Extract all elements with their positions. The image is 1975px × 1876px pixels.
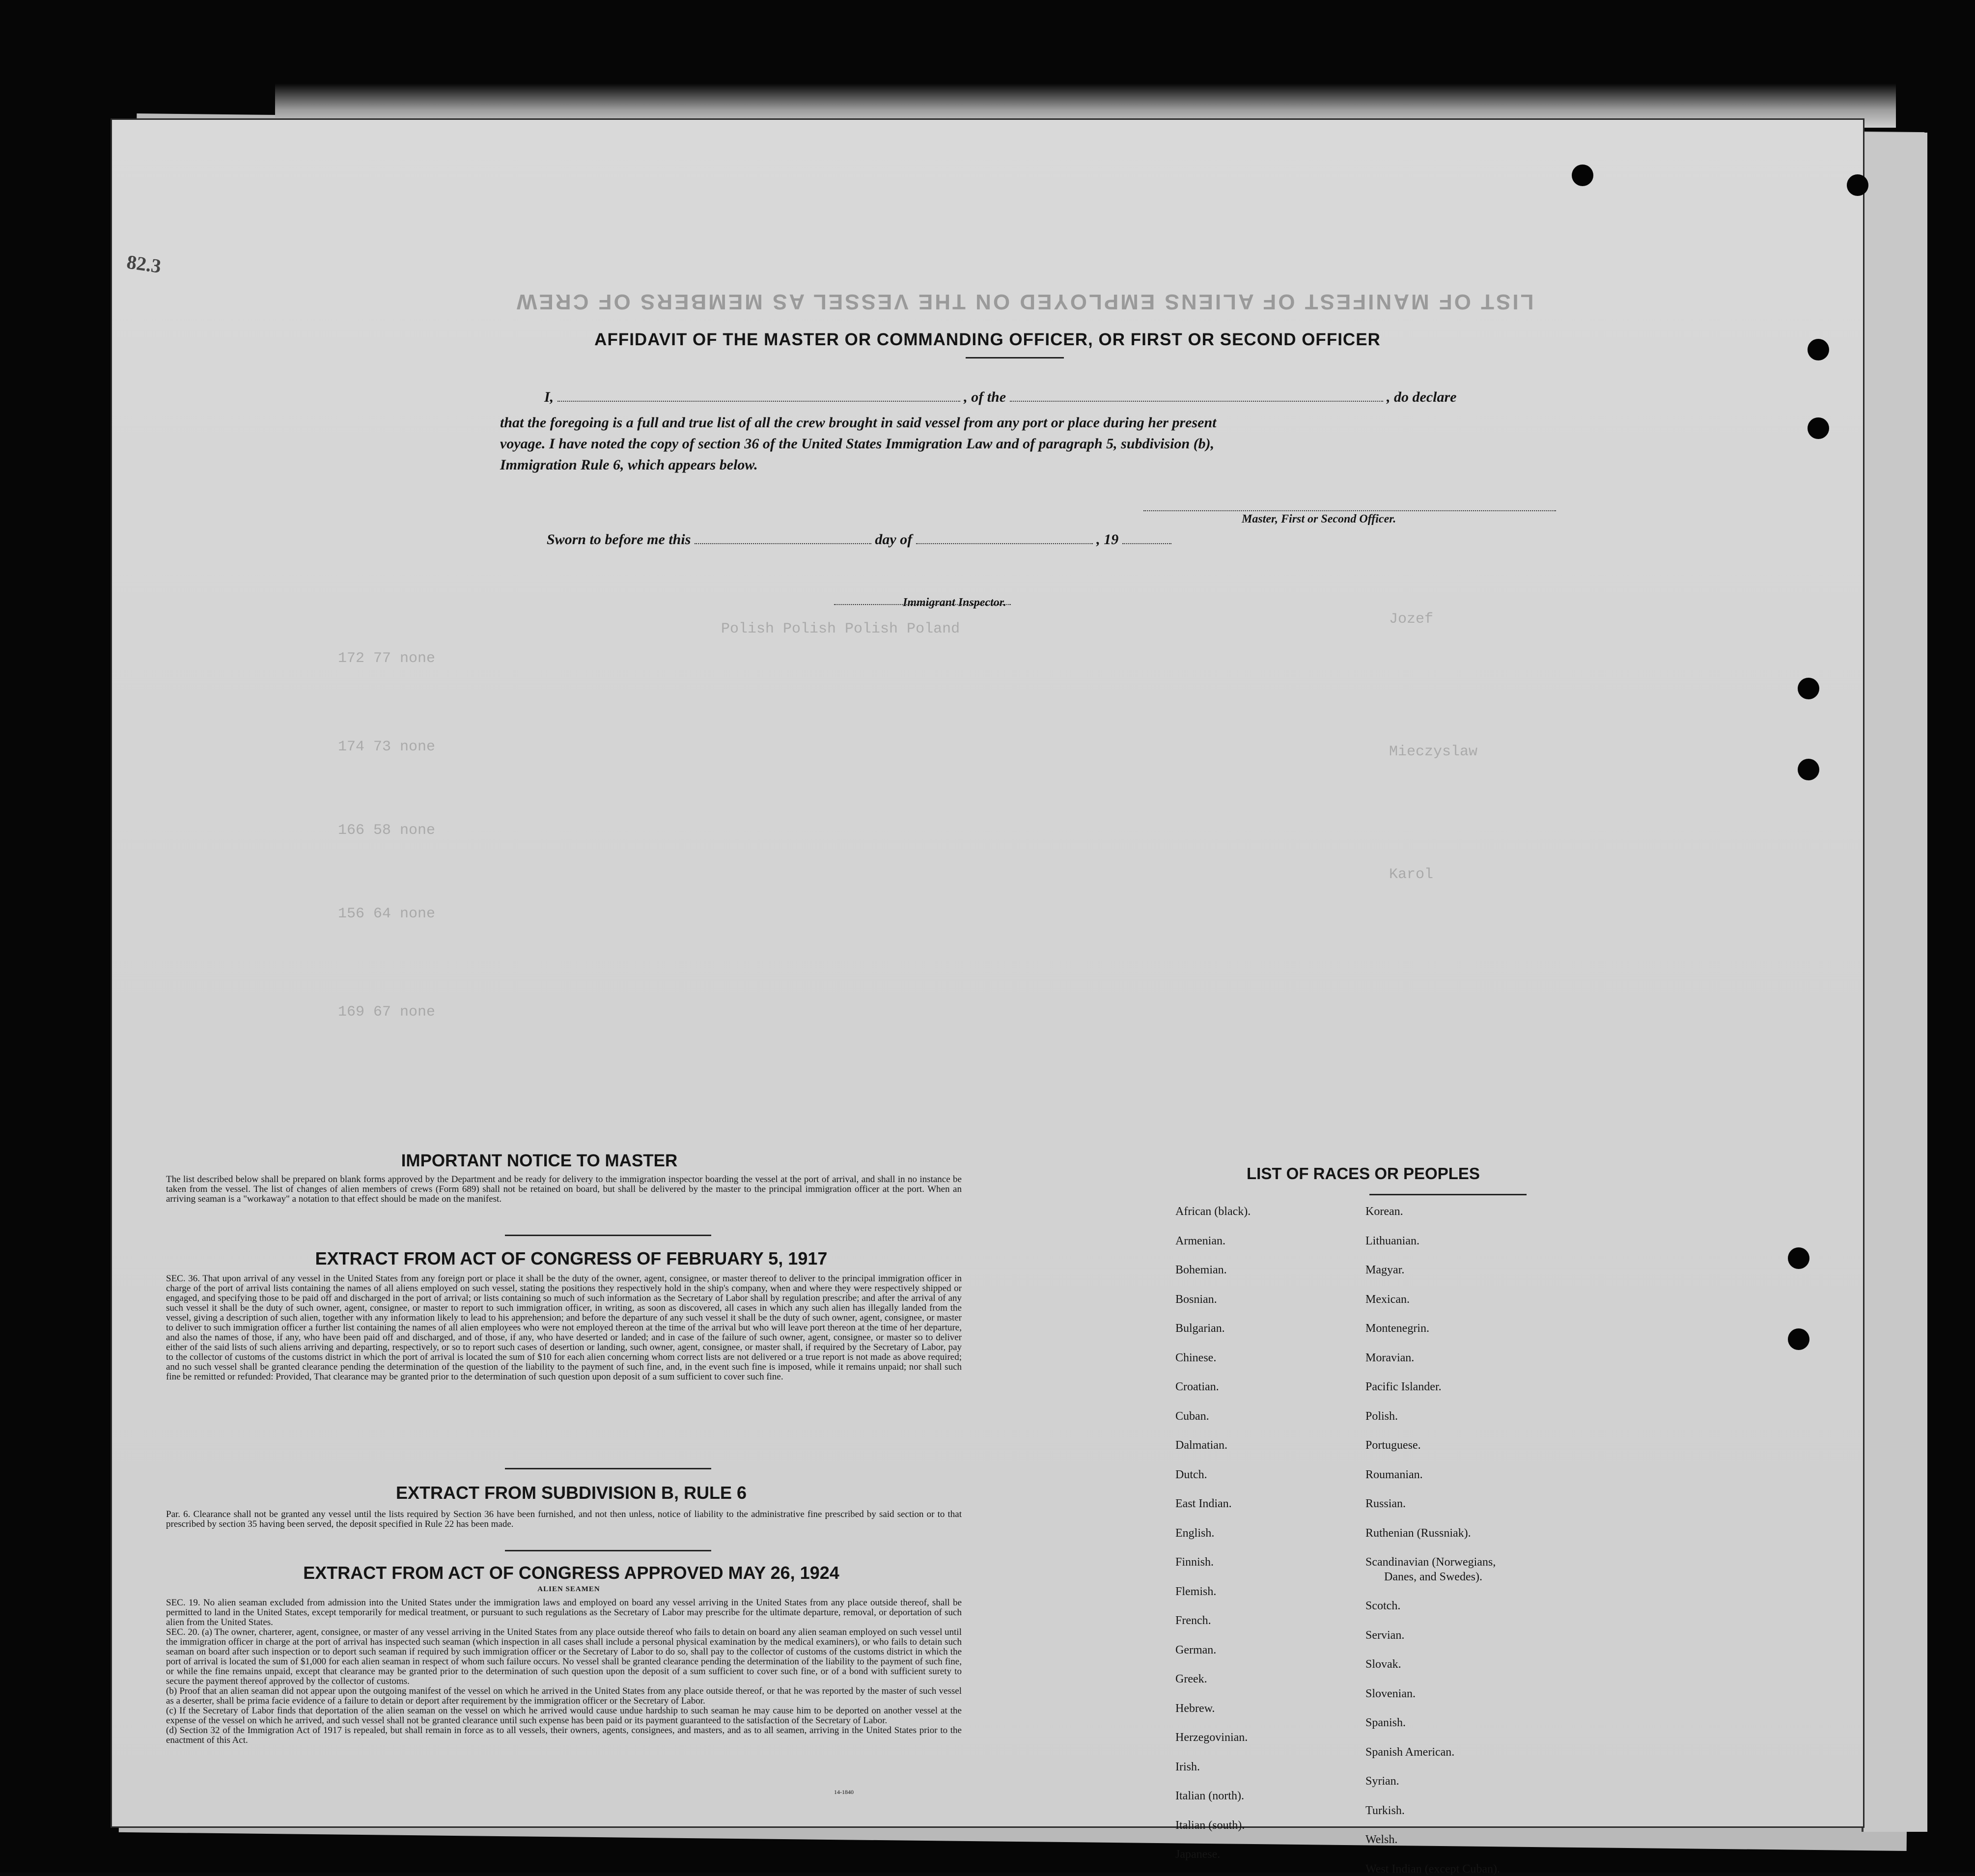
divider <box>505 1235 711 1236</box>
signature-line <box>1143 510 1556 511</box>
race-item: Finnish. <box>1175 1556 1214 1569</box>
race-item: Turkish. <box>1365 1804 1405 1817</box>
vessel-blank <box>1010 401 1383 402</box>
alien-seamen-subtitle: ALIEN SEAMEN <box>537 1585 600 1593</box>
race-item: Herzegovinian. <box>1175 1731 1248 1744</box>
race-item: Moravian. <box>1365 1351 1415 1364</box>
sec-20d: (d) Section 32 of the Immigration Act of 1917 is repealed, but shall remain in force as to all vessels, their owners, agents, consignees, and masters, and as to all seamen, arriving in the United States prior to the enactment of this Act. <box>166 1725 962 1745</box>
race-item: Slovak. <box>1365 1658 1401 1671</box>
divider <box>966 357 1064 359</box>
sworn-line: Sworn to before me this day of , 19 <box>547 531 1171 548</box>
race-item: Welsh. <box>1365 1833 1398 1846</box>
punch-hole <box>1788 1328 1809 1350</box>
race-item: Korean. <box>1365 1205 1403 1218</box>
affidavit-title: AFFIDAVIT OF THE MASTER OR COMMANDING OFFICER, OR FIRST OR SECOND OFFICER <box>594 330 1381 349</box>
race-item: French. <box>1175 1614 1211 1627</box>
race-item: English. <box>1175 1526 1215 1540</box>
ghost-text: Mieczyslaw <box>1389 744 1478 760</box>
punch-hole <box>1572 165 1593 186</box>
divider <box>1369 1194 1527 1195</box>
race-item: West Indian (except Cuban). <box>1365 1862 1500 1876</box>
extract-1917-title: EXTRACT FROM ACT OF CONGRESS OF FEBRUARY 5, 1917 <box>315 1248 828 1269</box>
extract-rule6-text: Par. 6. Clearance shall not be granted any vessel until the lists required by Section 36 have been furnished, and not then unless, notice of liability to the administrative fine prescribed by said section or to that prescribed by section 35 having been served, the deposit specified in Rule 22 has been made. <box>166 1509 962 1529</box>
punch-hole <box>1808 417 1829 439</box>
notice-text: The list described below shall be prepared on blank forms approved by the Department and be ready for delivery to the immigration inspector boarding the vessel at the port of arrival, and shall in no instance be taken from the vessel. The list of changes of alien members of crews (Form 689) shall not be retained on board, but shall be delivered by the master to the principal immigration officer at the port. When an arriving seaman is a "workaway" a notation to that effect should be made on the manifest. <box>166 1174 962 1204</box>
margin-note: 82.3 <box>125 250 163 277</box>
race-item: Croatian. <box>1175 1380 1219 1393</box>
races-title: LIST OF RACES OR PEOPLES <box>1247 1164 1480 1183</box>
race-item: Irish. <box>1175 1760 1200 1773</box>
race-item: Servian. <box>1365 1628 1405 1642</box>
race-item: Greek. <box>1175 1673 1207 1685</box>
inspector-label: Immigrant Inspector. <box>903 596 1006 609</box>
ghost-text: 156 64 none <box>338 906 436 922</box>
race-item: Chinese. <box>1175 1351 1217 1364</box>
sworn-day-blank <box>695 543 871 544</box>
race-item: Bohemian. <box>1175 1264 1227 1276</box>
race-item: Cuban. <box>1175 1409 1209 1423</box>
race-item: Scandinavian (Norwegians, <box>1365 1556 1496 1569</box>
race-item: Lithuanian. <box>1365 1234 1419 1247</box>
race-item: Polish. <box>1365 1409 1398 1423</box>
adjacent-page-edge <box>1862 133 1927 1832</box>
race-item: African (black). <box>1175 1205 1251 1218</box>
race-item: East Indian. <box>1175 1497 1232 1510</box>
sworn-month-blank <box>916 543 1093 544</box>
race-item: Russian. <box>1365 1497 1406 1510</box>
race-item: Hebrew. <box>1175 1702 1215 1715</box>
affidavit-line-2: that the foregoing is a full and true list of all the crew brought in said vessel from any port or place during her present <box>500 414 1217 431</box>
document-page <box>112 120 1863 1876</box>
race-item: Mexican. <box>1365 1293 1410 1306</box>
sec-20c: (c) If the Secretary of Labor finds that deportation of the alien seaman on the vessel on which he arrived would cause undue hardship to such seaman he may cause him to be deported on another vessel at the expense of the vessel on which he arrived, and such vessel shall not be granted clearance until such expense has been paid or its payment guaranteed to the satisfaction of the Secretary of Labor. <box>166 1706 962 1726</box>
name-blank <box>557 401 960 402</box>
master-signature-label: Master, First or Second Officer. <box>1242 513 1396 525</box>
ghost-text: 172 77 none <box>338 650 436 667</box>
race-item: Magyar. <box>1365 1264 1405 1276</box>
divider <box>505 1468 711 1469</box>
race-item: Roumanian. <box>1365 1468 1423 1481</box>
race-item: Syrian. <box>1365 1775 1399 1788</box>
race-item: Italian (north). <box>1175 1790 1244 1802</box>
ghost-text: Jozef <box>1389 611 1434 628</box>
punch-hole <box>1788 1247 1809 1269</box>
bleed-through-heading: LIST OF MANIFEST OF ALIENS EMPLOYED ON THE VESSEL AS MEMBERS OF CREW <box>515 290 1534 314</box>
affidavit-line-4: Immigration Rule 6, which appears below. <box>500 457 758 473</box>
extract-rule6-title: EXTRACT FROM SUBDIVISION B, RULE 6 <box>395 1483 747 1503</box>
race-item: Flemish. <box>1175 1585 1217 1598</box>
race-item: Slovenian. <box>1365 1687 1416 1700</box>
ghost-text: 169 67 none <box>338 1004 436 1021</box>
race-item: German. <box>1175 1643 1217 1656</box>
form-number: 14-1840 <box>834 1789 854 1795</box>
race-item: Ruthenian (Russniak). <box>1365 1526 1471 1540</box>
race-item: Bosnian. <box>1175 1293 1217 1306</box>
sec-19: SEC. 19. No alien seaman excluded from admission into the United States under the immigration laws and employed on board any vessel arriving in the United States from any place outside thereof, shall be permitted to land in the United States, except temporarily for medical treatment, or pursuant to such regulations as the Secretary of Labor may prescribe for the ultimate departure, removal, or deportation of such alien from the United States. <box>166 1598 962 1628</box>
punch-hole <box>1808 339 1829 360</box>
ghost-text: 166 58 none <box>338 822 436 839</box>
extract-1917-text: SEC. 36. That upon arrival of any vessel in the United States from any foreign port or place it shall be the duty of the owner, agent, consignee, or master thereof to deliver to the principal immigration officer in charge of the port of arrival lists containing the names of all aliens employed on such vessel, stating the positions they respectively hold in the ship's company, when and where they were respectively shipped or engaged, and specifying those to be paid off and discharged in the port of arrival; or lists containing so much of such information as the Secretary of Labor shall by regulation prescribe; and after the arrival of any such vessel it shall be the duty of such owner, agent, consignee, or master to report to such immigration officer, in writing, as soon as discovered, all cases in which any such alien has illegally landed from the vessel, giving a description of such alien, together with any information likely to lead to his apprehension; and before the departure of any such vessel it shall be the duty of such owner, agent, consignee, or master to deliver to such immigration officer a further list containing the names of all alien employees who were not employed thereon at the time of the arrival but who will leave port thereon at the time of her departure, and also the names of those, if any, who have been paid off and discharged, and of those, if any, who have deserted or landed; and in case of the failure of such owner, agent, consignee, or master so to deliver either of the said lists of such aliens arriving and departing, respectively, or so to report such cases of desertion or landing, such owner, agent, consignee, or master shall, if required by the Secretary of Labor, pay to the collector of customs of the customs district in which the port of arrival is located the sum of $10 for each alien concerning whom correct lists are not delivered or a true report is not made as above required; and no such vessel shall be granted clearance pending the determination of the question of the liability to the payment of such fine, and, in the event such fine is imposed, while it remains unpaid; nor shall such fine be remitted or refunded: Provided, That clearance may be granted prior to the determination of such question upon deposit of a sum sufficient to cover such fine. <box>166 1273 962 1382</box>
race-item: Pacific Islander. <box>1365 1380 1442 1393</box>
race-item: Montenegrin. <box>1365 1322 1429 1335</box>
race-item: Italian (south). <box>1175 1819 1245 1832</box>
race-item: Dalmatian. <box>1175 1439 1227 1452</box>
race-item: Portuguese. <box>1365 1439 1421 1452</box>
notice-title: IMPORTANT NOTICE TO MASTER <box>401 1151 678 1170</box>
punch-hole <box>1798 678 1819 699</box>
divider <box>505 1550 711 1551</box>
ghost-text: 174 73 none <box>338 739 436 755</box>
sec-20b: (b) Proof that an alien seaman did not appear upon the outgoing manifest of the vessel on which he arrived in the United States from any place outside thereof, or that he was reported by the master of such vessel as a deserter, shall be prima facie evidence of a failure to detain or deport after requirement by the immigration officer or the Secretary of Labor. <box>166 1686 962 1706</box>
race-item: Japanese. <box>1175 1848 1221 1861</box>
extract-1924-text <box>166 1598 962 1745</box>
race-item: Spanish. <box>1365 1716 1406 1729</box>
extract-1924-title: EXTRACT FROM ACT OF CONGRESS APPROVED MAY 26, 1924 <box>303 1563 839 1583</box>
ghost-text: Polish Polish Polish Poland <box>721 621 960 637</box>
affidavit-line-3: voyage. I have noted the copy of section 36 of the United States Immigration Law and of paragraph 5, subdivision (b), <box>500 436 1215 452</box>
race-item: Bulgarian. <box>1175 1322 1225 1335</box>
punch-hole <box>1847 174 1868 196</box>
sec-20a: SEC. 20. (a) The owner, charterer, agent, consignee, or master of any vessel arriving in the United States from any place outside thereof who fails to detain on board any alien seaman employed on such vessel until the immigration officer in charge at the port of arrival has inspected such seaman (which inspection in all cases shall include a personal physical examination by the medical examiners), or who fails to detain such seaman on board after such inspection or to deport such seaman if required by such immigration officer or the Secretary of Labor to do so, shall pay to the collector of customs of the customs district in which the port of arrival is located the sum of $1,000 for each alien seaman in respect of whom such failure occurs. No vessel shall be granted clearance pending the determination of the liability to the payment of such fine, or while the fine remains unpaid, except that clearance may be granted prior to the determination of such question upon the deposit of a sum sufficient to cover such fine, or of a bond with sufficient surety to secure the payment thereof approved by the collector of customs. <box>166 1627 962 1686</box>
punch-hole <box>1798 759 1819 780</box>
affidavit-line-1: I, , of the , do declare <box>544 389 1457 405</box>
race-item: Spanish American. <box>1365 1745 1455 1759</box>
race-item: Dutch. <box>1175 1468 1207 1481</box>
sworn-year-blank <box>1122 543 1171 544</box>
race-item: Scotch. <box>1365 1600 1401 1612</box>
race-item: Armenian. <box>1175 1234 1225 1247</box>
ghost-text: Karol <box>1389 866 1434 883</box>
race-item: Danes, and Swedes). <box>1384 1570 1482 1583</box>
